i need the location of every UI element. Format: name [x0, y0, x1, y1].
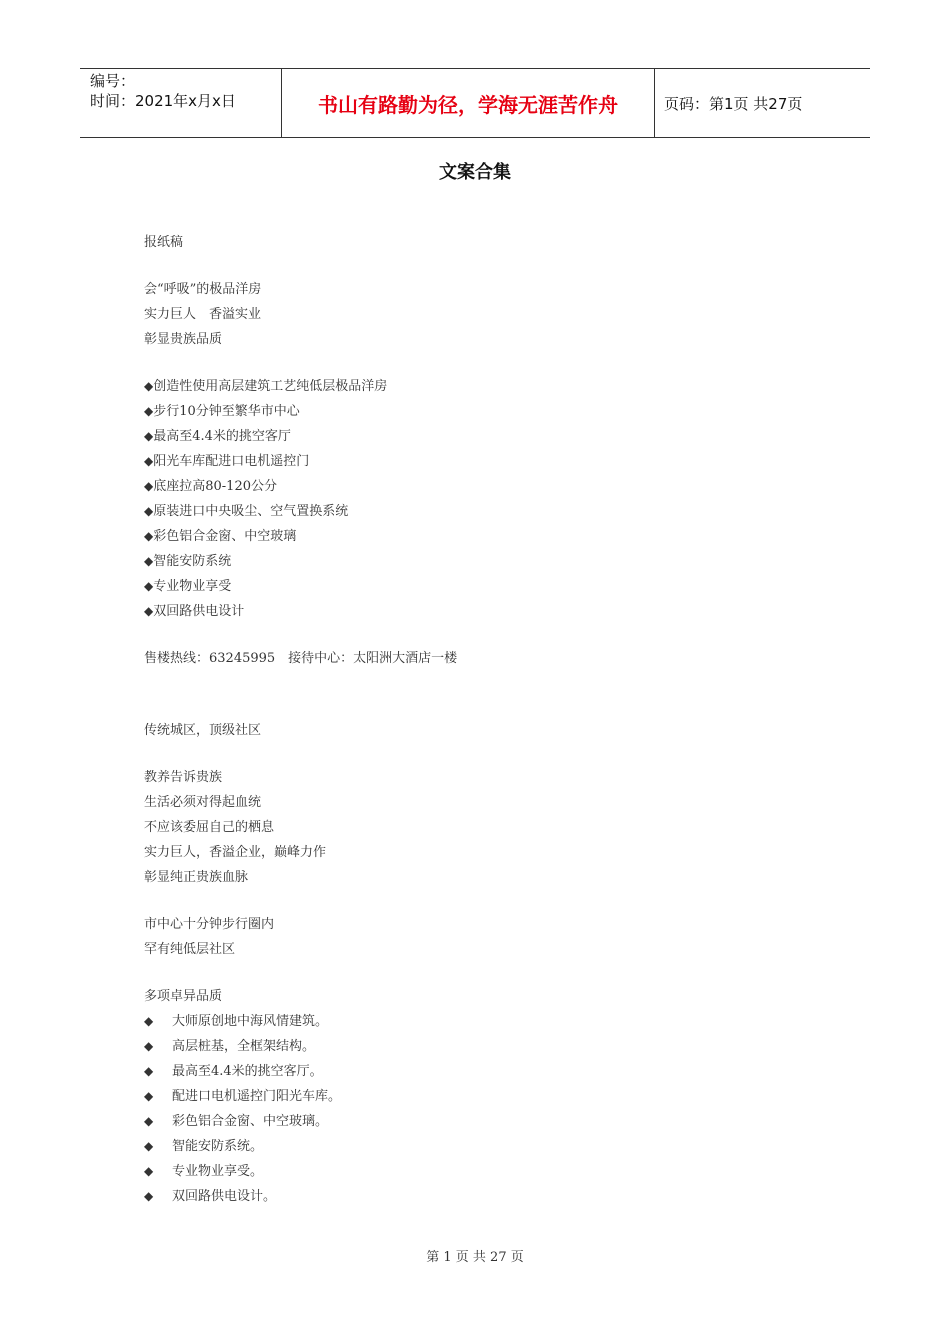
list-item-text: 双回路供电设计: [153, 604, 245, 619]
feature-list: [144, 374, 844, 624]
list-item: [144, 1184, 844, 1209]
diamond-bullet-icon: ◆: [144, 1114, 154, 1128]
list-item: [144, 1059, 844, 1084]
list-item-text: 创造性使用高层建筑工艺纯低层极品洋房: [153, 379, 388, 394]
document-body: [144, 230, 844, 1209]
list-item: [144, 1009, 844, 1034]
list-item-text: 专业物业享受: [153, 579, 232, 594]
diamond-bullet-icon: ◆: [144, 604, 154, 618]
diamond-bullet-icon: ◆: [144, 579, 154, 593]
list-item-text: 底座拉高80-120公分: [153, 479, 277, 494]
list-item: [144, 499, 844, 524]
list-item-text: 阳光车库配进口电机遥控门: [153, 454, 310, 469]
list-item-text: 最高至4.4米的挑空客厅。: [172, 1064, 323, 1079]
list-item: [144, 424, 844, 449]
section2-headline: 传统城区，顶级社区: [144, 723, 262, 738]
contact-line: 售楼热线：63245995 接待中心：太阳洲大酒店一楼: [144, 651, 458, 666]
diamond-bullet-icon: ◆: [144, 1139, 154, 1153]
diamond-bullet-icon: ◆: [144, 1014, 154, 1028]
quality-list: [144, 1009, 844, 1209]
list-item-text: 原装进口中央吸尘、空气置换系统: [153, 504, 349, 519]
list-item: [144, 1134, 844, 1159]
list-item: [144, 1084, 844, 1109]
diamond-bullet-icon: ◆: [144, 529, 154, 543]
list-item-text: 双回路供电设计。: [172, 1189, 277, 1204]
list-item-text: 高层桩基，全框架结构。: [172, 1039, 316, 1054]
diamond-bullet-icon: ◆: [144, 479, 154, 493]
quality-title: 多项卓异品质: [144, 989, 223, 1004]
text-line: 教养告诉贵族: [144, 770, 223, 785]
time-label: 时间：2021年x月x日: [90, 92, 236, 110]
text-line: 罕有纯低层社区: [144, 942, 236, 957]
text-line: 彰显纯正贵族血脉: [144, 870, 249, 885]
section-label: 报纸稿: [144, 235, 184, 250]
diamond-bullet-icon: ◆: [144, 504, 154, 518]
paragraph: [144, 912, 844, 962]
diamond-bullet-icon: ◆: [144, 429, 154, 443]
text-line: 市中心十分钟步行圈内: [144, 917, 275, 932]
list-item: [144, 1034, 844, 1059]
header-meta: [80, 69, 281, 137]
list-item: [144, 1109, 844, 1134]
list-item-text: 彩色铝合金窗、中空玻璃: [153, 529, 297, 544]
header-motto: 书山有路勤为径，学海无涯苦作舟: [281, 69, 655, 137]
list-item-text: 配进口电机遥控门阳光车库。: [172, 1089, 342, 1104]
number-label: 编号：: [90, 72, 136, 90]
diamond-bullet-icon: ◆: [144, 1189, 154, 1203]
page-footer: 第 1 页 共 27 页: [426, 1250, 524, 1265]
text-line: 不应该委屈自己的栖息: [144, 820, 275, 835]
list-item-text: 最高至4.4米的挑空客厅: [153, 429, 291, 444]
headline-line: 实力巨人 香溢实业: [144, 307, 262, 322]
text-line: 生活必须对得起血统: [144, 795, 262, 810]
list-item: [144, 374, 844, 399]
headline-line: 会“呼吸”的极品洋房: [144, 282, 262, 297]
list-item: [144, 549, 844, 574]
headline-line: 彰显贵族品质: [144, 332, 223, 347]
list-item-text: 智能安防系统。: [172, 1139, 264, 1154]
diamond-bullet-icon: ◆: [144, 1164, 154, 1178]
document-title: 文案合集: [439, 162, 511, 183]
diamond-bullet-icon: ◆: [144, 404, 154, 418]
list-item-text: 步行10分钟至繁华市中心: [153, 404, 300, 419]
list-item: [144, 599, 844, 624]
list-item-text: 专业物业享受。: [172, 1164, 264, 1179]
list-item: [144, 449, 844, 474]
diamond-bullet-icon: ◆: [144, 1089, 154, 1103]
page-header: [80, 68, 870, 138]
list-item: [144, 574, 844, 599]
list-item: [144, 399, 844, 424]
diamond-bullet-icon: ◆: [144, 554, 154, 568]
list-item-text: 大师原创地中海风情建筑。: [172, 1014, 329, 1029]
list-item: [144, 474, 844, 499]
list-item-text: 智能安防系统: [153, 554, 232, 569]
text-line: 实力巨人，香溢企业，巅峰力作: [144, 845, 327, 860]
diamond-bullet-icon: ◆: [144, 1039, 154, 1053]
paragraph: [144, 765, 844, 890]
diamond-bullet-icon: ◆: [144, 454, 154, 468]
header-page-info: 页码：第1页 共27页: [664, 94, 803, 113]
diamond-bullet-icon: ◆: [144, 1064, 154, 1078]
list-item: [144, 524, 844, 549]
list-item-text: 彩色铝合金窗、中空玻璃。: [172, 1114, 329, 1129]
diamond-bullet-icon: ◆: [144, 379, 154, 393]
list-item: [144, 1159, 844, 1184]
